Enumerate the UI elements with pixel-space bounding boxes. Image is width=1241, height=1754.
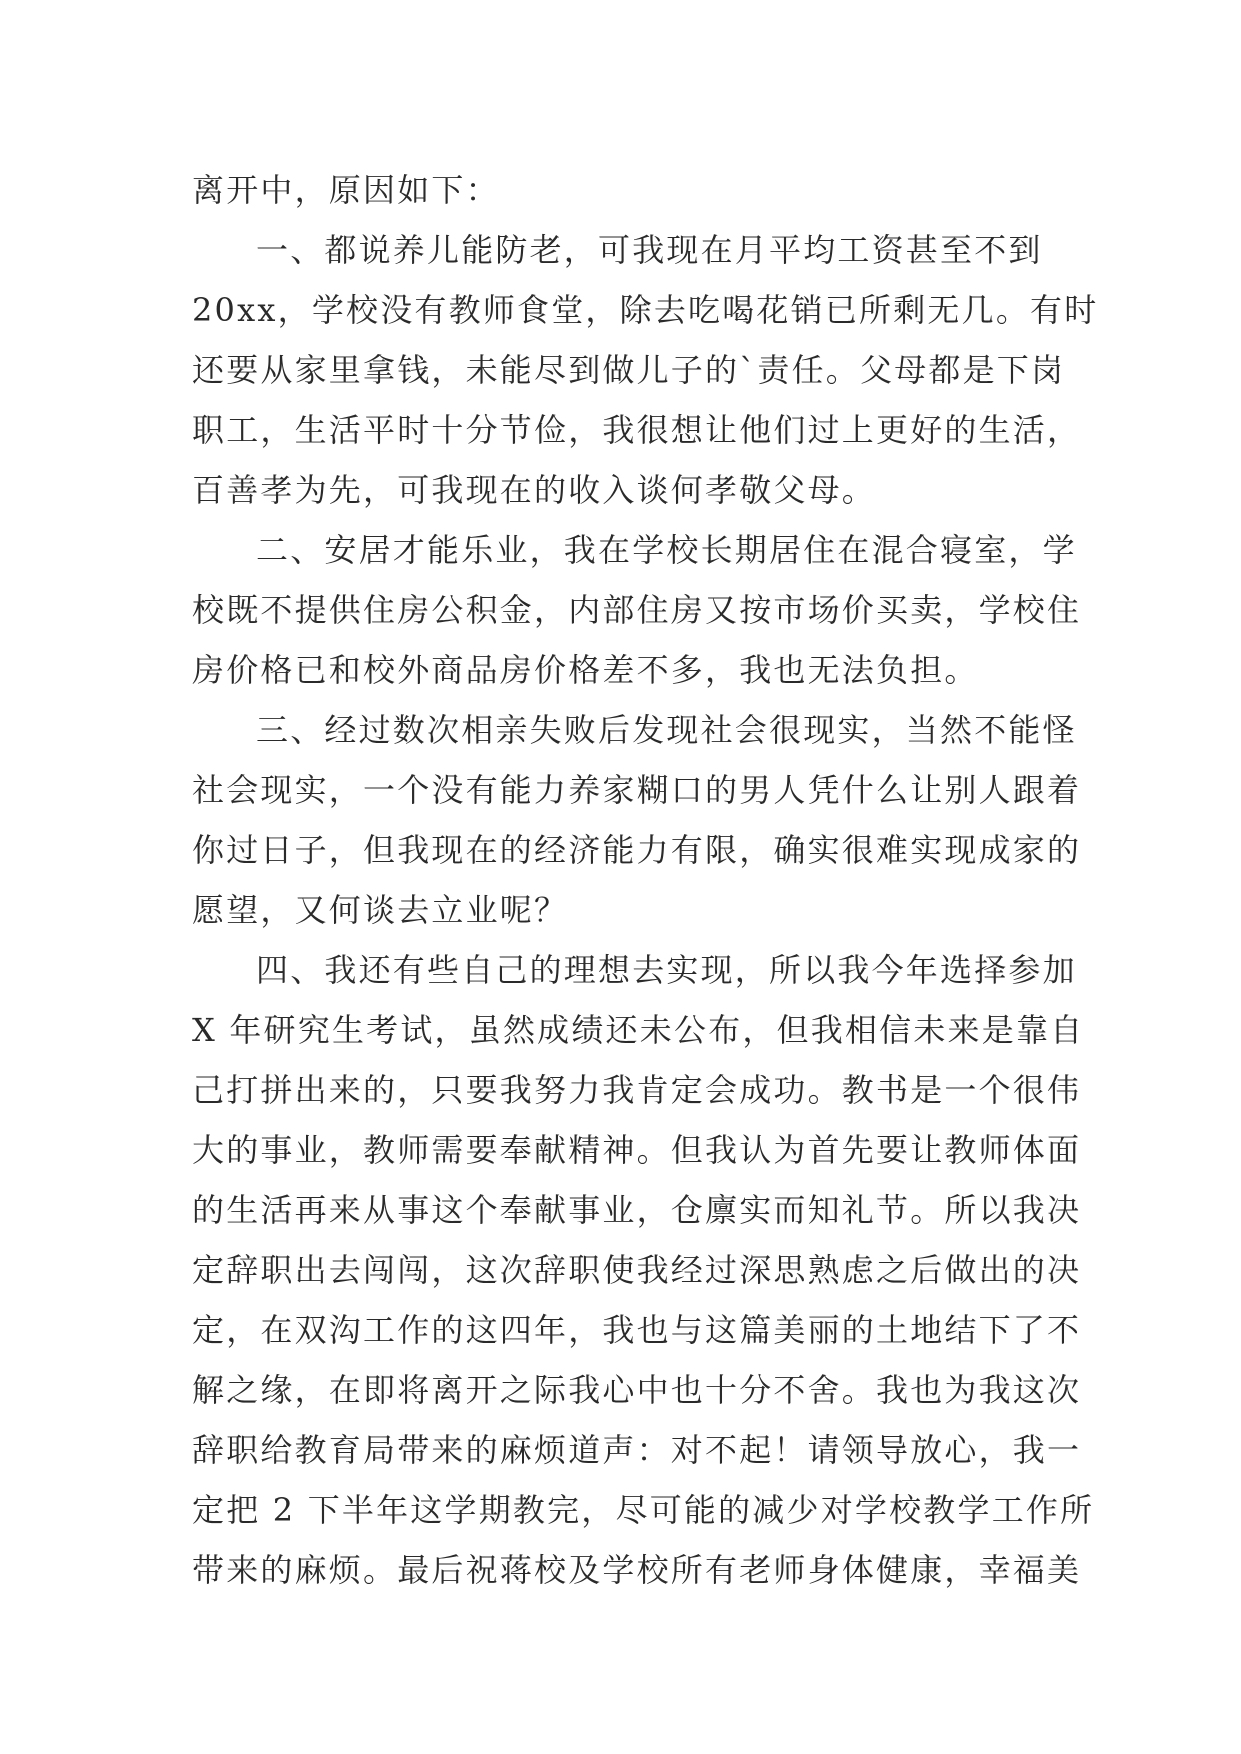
text-line: 社会现实，一个没有能力养家糊口的男人凭什么让别人跟着	[192, 771, 1082, 809]
text-line: 己打拼出来的，只要我努力我肯定会成功。教书是一个很伟	[192, 1071, 1082, 1109]
text-line: 定把 2 下半年这学期教完，尽可能的减少对学校教学工作所	[192, 1491, 1095, 1529]
text-line: 20xx，学校没有教师食堂，除去吃喝花销已所剩无几。有时	[192, 291, 1099, 329]
text-line: 校既不提供住房公积金，内部住房又按市场价买卖，学校住	[192, 591, 1082, 629]
text-line: 职工，生活平时十分节俭，我很想让他们过上更好的生活，	[192, 411, 1082, 449]
paragraph-3-start: 三、经过数次相亲失败后发现社会很现实，当然不能怪	[256, 711, 1077, 749]
text-line: 房价格已和校外商品房价格差不多，我也无法负担。	[192, 651, 979, 689]
paragraph-4-start: 四、我还有些自己的理想去实现，所以我今年选择参加	[256, 951, 1077, 989]
text-line: X 年研究生考试，虽然成绩还未公布，但我相信未来是靠自	[192, 1011, 1085, 1049]
text-line: 定，在双沟工作的这四年，我也与这篇美丽的土地结下了不	[192, 1311, 1082, 1349]
text-line: 你过日子，但我现在的经济能力有限，确实很难实现成家的	[192, 831, 1082, 869]
text-line: 辞职给教育局带来的麻烦道声：对不起！请领导放心，我一	[192, 1431, 1082, 1469]
text-line: 解之缘，在即将离开之际我心中也十分不舍。我也为我这次	[192, 1371, 1082, 1409]
paragraph-1-start: 一、都说养儿能防老，可我现在月平均工资甚至不到	[256, 231, 1043, 269]
text-line: 离开中，原因如下：	[192, 171, 500, 209]
text-line: 百善孝为先，可我现在的收入谈何孝敬父母。	[192, 471, 877, 509]
text-line: 大的事业，教师需要奉献精神。但我认为首先要让教师体面	[192, 1131, 1082, 1169]
paragraph-2-start: 二、安居才能乐业，我在学校长期居住在混合寝室，学	[256, 531, 1077, 569]
text-line: 定辞职出去闯闯，这次辞职使我经过深思熟虑之后做出的决	[192, 1251, 1082, 1289]
text-line: 愿望，又何谈去立业呢？	[192, 891, 569, 929]
resignation-letter-body	[192, 160, 1099, 1600]
text-line: 还要从家里拿钱，未能尽到做儿子的`责任。父母都是下岗	[192, 351, 1066, 389]
text-line: 带来的麻烦。最后祝蒋校及学校所有老师身体健康，幸福美	[192, 1551, 1082, 1589]
text-line: 的生活再来从事这个奉献事业，仓廪实而知礼节。所以我决	[192, 1191, 1082, 1229]
